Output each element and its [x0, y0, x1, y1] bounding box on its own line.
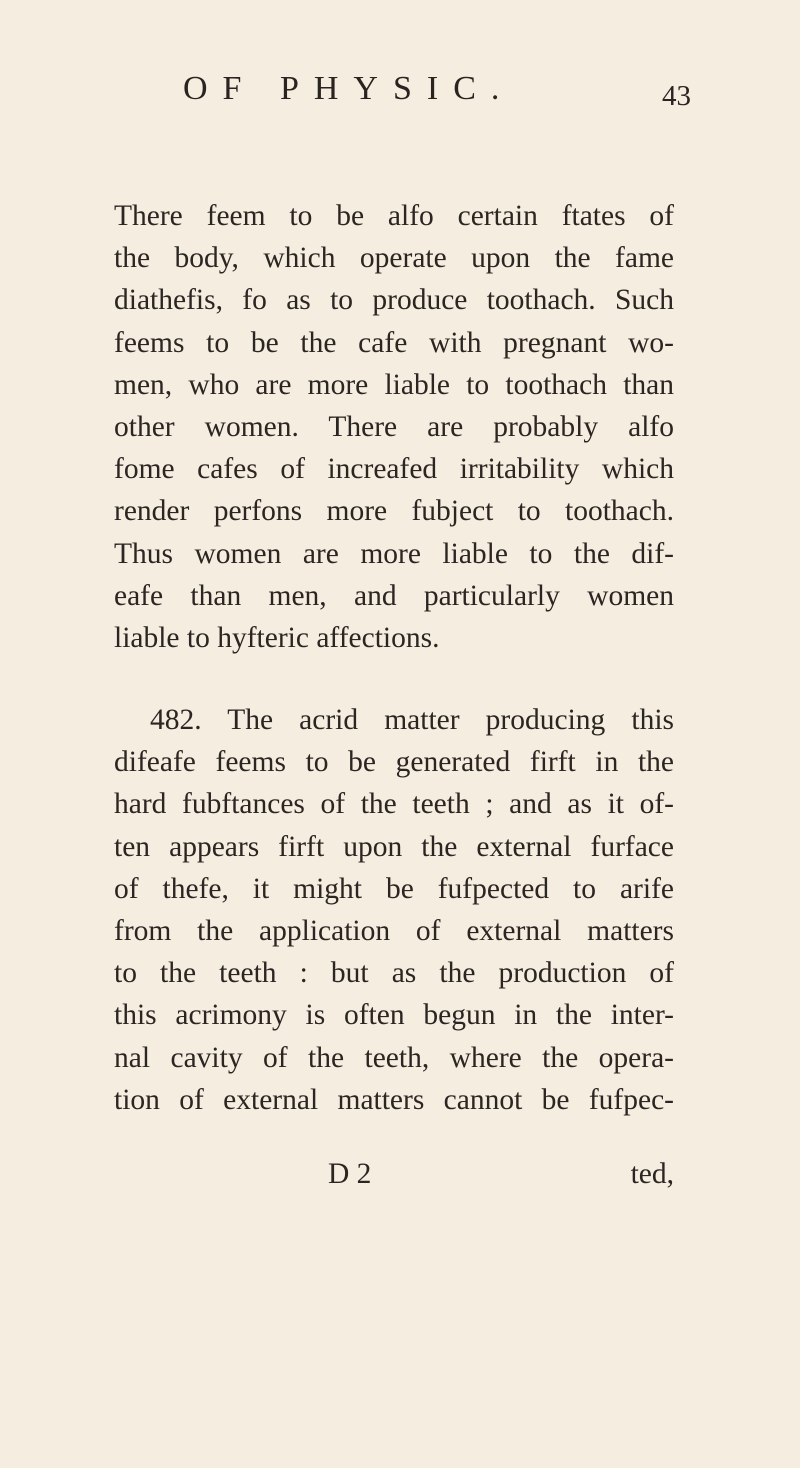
- text-line: Thus women are more liable to the dif-: [114, 537, 674, 570]
- paragraph: [114, 195, 674, 659]
- text-line: the body, which operate upon the fame: [114, 242, 674, 275]
- text-line: to the teeth : but as the production of: [114, 957, 674, 990]
- text-line: liable to hyfteric affections.: [114, 621, 440, 654]
- text-line: There feem to be alfo certain ftates of: [114, 200, 674, 232]
- signature-mark: D 2: [328, 1158, 372, 1190]
- page-number: 43: [662, 80, 691, 112]
- running-head: [0, 70, 800, 120]
- text-line: nal cavity of the teeth, where the opera-: [114, 1041, 674, 1074]
- text-line: difeafe feems to be generated firft in the: [114, 746, 674, 779]
- body-text: [114, 195, 674, 1121]
- text-line: of thefe, it might be fufpected to arife: [114, 872, 674, 905]
- text-line: this acrimony is often begun in the inter-: [114, 999, 674, 1032]
- catchword: ted,: [630, 1158, 674, 1190]
- text-line: render perfons more fubject to toothach.: [114, 495, 674, 528]
- running-title: OF PHYSIC.: [183, 70, 515, 107]
- text-line: 482. The acrid matter producing this: [150, 704, 674, 737]
- text-line: diathefis, fo as to produce toothach. Such: [114, 284, 674, 317]
- text-line: hard fubftances of the teeth ; and as it of-: [114, 788, 674, 821]
- text-line: eafe than men, and particularly women: [114, 579, 674, 612]
- paragraph: [114, 699, 674, 1121]
- text-line: from the application of external matters: [114, 915, 674, 947]
- text-line: ten appears firft upon the external furface: [114, 830, 674, 863]
- text-line: other women. There are probably alfo: [114, 410, 674, 443]
- text-line: tion of external matters cannot be fufpec-: [114, 1083, 674, 1116]
- catchline: [114, 1158, 674, 1200]
- text-line: feems to be the cafe with pregnant wo-: [114, 326, 674, 359]
- text-line: men, who are more liable to toothach than: [114, 368, 674, 401]
- text-line: fome cafes of increafed irritability which: [114, 453, 674, 486]
